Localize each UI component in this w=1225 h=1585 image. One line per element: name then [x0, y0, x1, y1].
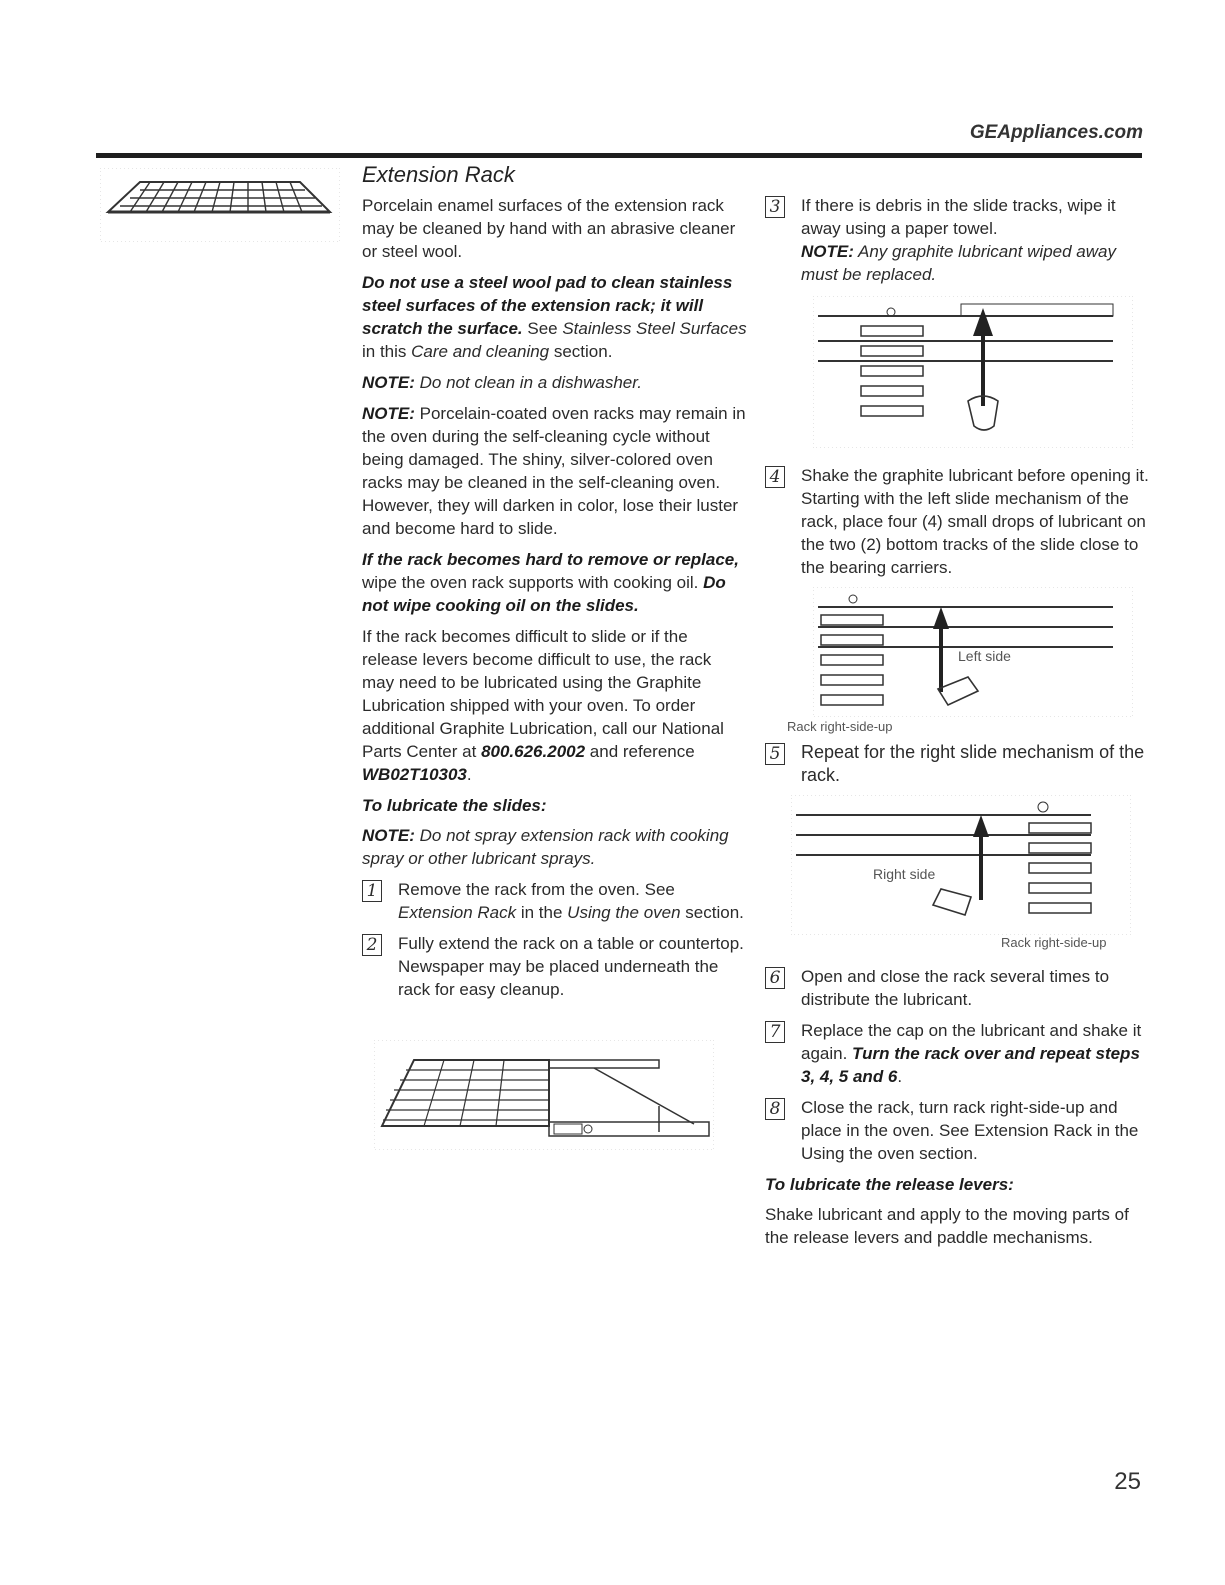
paragraph-release-levers: Shake lubricant and apply to the moving parts of the release levers and paddle mechanisms. — [765, 1205, 1129, 1247]
paragraph-lubrication: If the rack becomes difficult to slide or if the release levers become difficult to use, the rack may need to be lubricated using the Graphite Lubrication shipped with your oven. To order additional Graphite Lubrication, call our National Parts Center at 800.626.2002 and reference WB02T10303. — [362, 627, 724, 784]
note-spray: NOTE: Do not spray extension rack with cooking spray or other lubricant sprays. — [362, 826, 729, 868]
step-4: 4 Shake the graphite lubricant before opening it. Starting with the left slide mechanism of the rack, place four (4) small drops of lubricant on the two (2) bottom tracks of the slide close to the bearing carriers. — [765, 464, 1150, 579]
step-2: 2 Fully extend the rack on a table or countertop. Newspaper may be placed underneath the rack for easy cleanup. — [362, 932, 747, 1001]
right-side-label: Right side — [873, 866, 936, 882]
rack-icon — [100, 168, 340, 242]
step-7: 7 Replace the cap on the lubricant and shake it again. Turn the rack over and repeat steps 3, 4, 5 and 6. — [765, 1019, 1150, 1088]
page-number: 25 — [1114, 1468, 1141, 1495]
note-dishwasher: NOTE: Do not clean in a dishwasher. — [362, 373, 642, 392]
extended-rack-illustration — [374, 1040, 714, 1150]
step-number: 5 — [765, 743, 785, 765]
step-number: 2 — [362, 934, 382, 956]
site-url: GEAppliances.com — [969, 122, 1143, 143]
step-1: 1 Remove the rack from the oven. See Extension Rack in the Using the oven section. — [362, 878, 747, 924]
figure-right-side — [791, 795, 1150, 950]
subhead-lubricate-slides: To lubricate the slides: — [362, 796, 547, 815]
step-number: 4 — [765, 466, 785, 488]
step-8: 8 Close the rack, turn rack right-side-up and place in the oven. See Extension Rack in the Using the oven section. — [765, 1096, 1150, 1165]
step-number: 1 — [362, 880, 382, 902]
section-title: Extension Rack — [362, 162, 515, 187]
figure-left-side — [813, 587, 1150, 727]
paragraph-porcelain: Porcelain enamel surfaces of the extension rack may be cleaned by hand with an abrasive cleaner or steel wool. — [362, 196, 736, 261]
paragraph-hard-to-slide: If the rack becomes hard to remove or replace, wipe the oven rack supports with cooking oil. Do not wipe cooking oil on the slides. — [362, 550, 739, 615]
subhead-release-levers: To lubricate the release levers: — [765, 1175, 1014, 1194]
left-column — [362, 161, 747, 1009]
note-self-clean: NOTE: Porcelain-coated oven racks may remain in the oven during the self-cleaning cycle without being damaged. The shiny, silver-colored oven racks may be cleaned in the self-cleaning oven. However, they will darken in color, lose their luster and become hard to slide. — [362, 404, 746, 538]
header-rule — [96, 153, 1142, 158]
step-6: 6 Open and close the rack several times to distribute the lubricant. — [765, 965, 1150, 1011]
figure-left-caption-wrap — [787, 715, 1150, 741]
step-3: 3 If there is debris in the slide tracks, wipe it away using a paper towel. NOTE: Any graphite lubricant wiped away must be replaced. — [765, 194, 1150, 286]
step-number: 8 — [765, 1098, 785, 1120]
left-side-label: Left side — [958, 648, 1011, 664]
figure-wipe-tracks — [813, 296, 1150, 456]
step-number: 6 — [765, 967, 785, 989]
step-number: 7 — [765, 1021, 785, 1043]
step-5: 5 Repeat for the right slide mechanism of the rack. — [765, 741, 1150, 787]
right-column — [765, 194, 1150, 1257]
rack-right-side-up-caption: Rack right-side-up — [787, 719, 893, 734]
rack-right-side-up-caption-2: Rack right-side-up — [1001, 935, 1107, 950]
paragraph-warning: Do not use a steel wool pad to clean stainless steel surfaces of the extension rack; it will scratch the surface. See Stainless Steel Surfaces in this Care and cleaning section. — [362, 273, 747, 361]
step-number: 3 — [765, 196, 785, 218]
